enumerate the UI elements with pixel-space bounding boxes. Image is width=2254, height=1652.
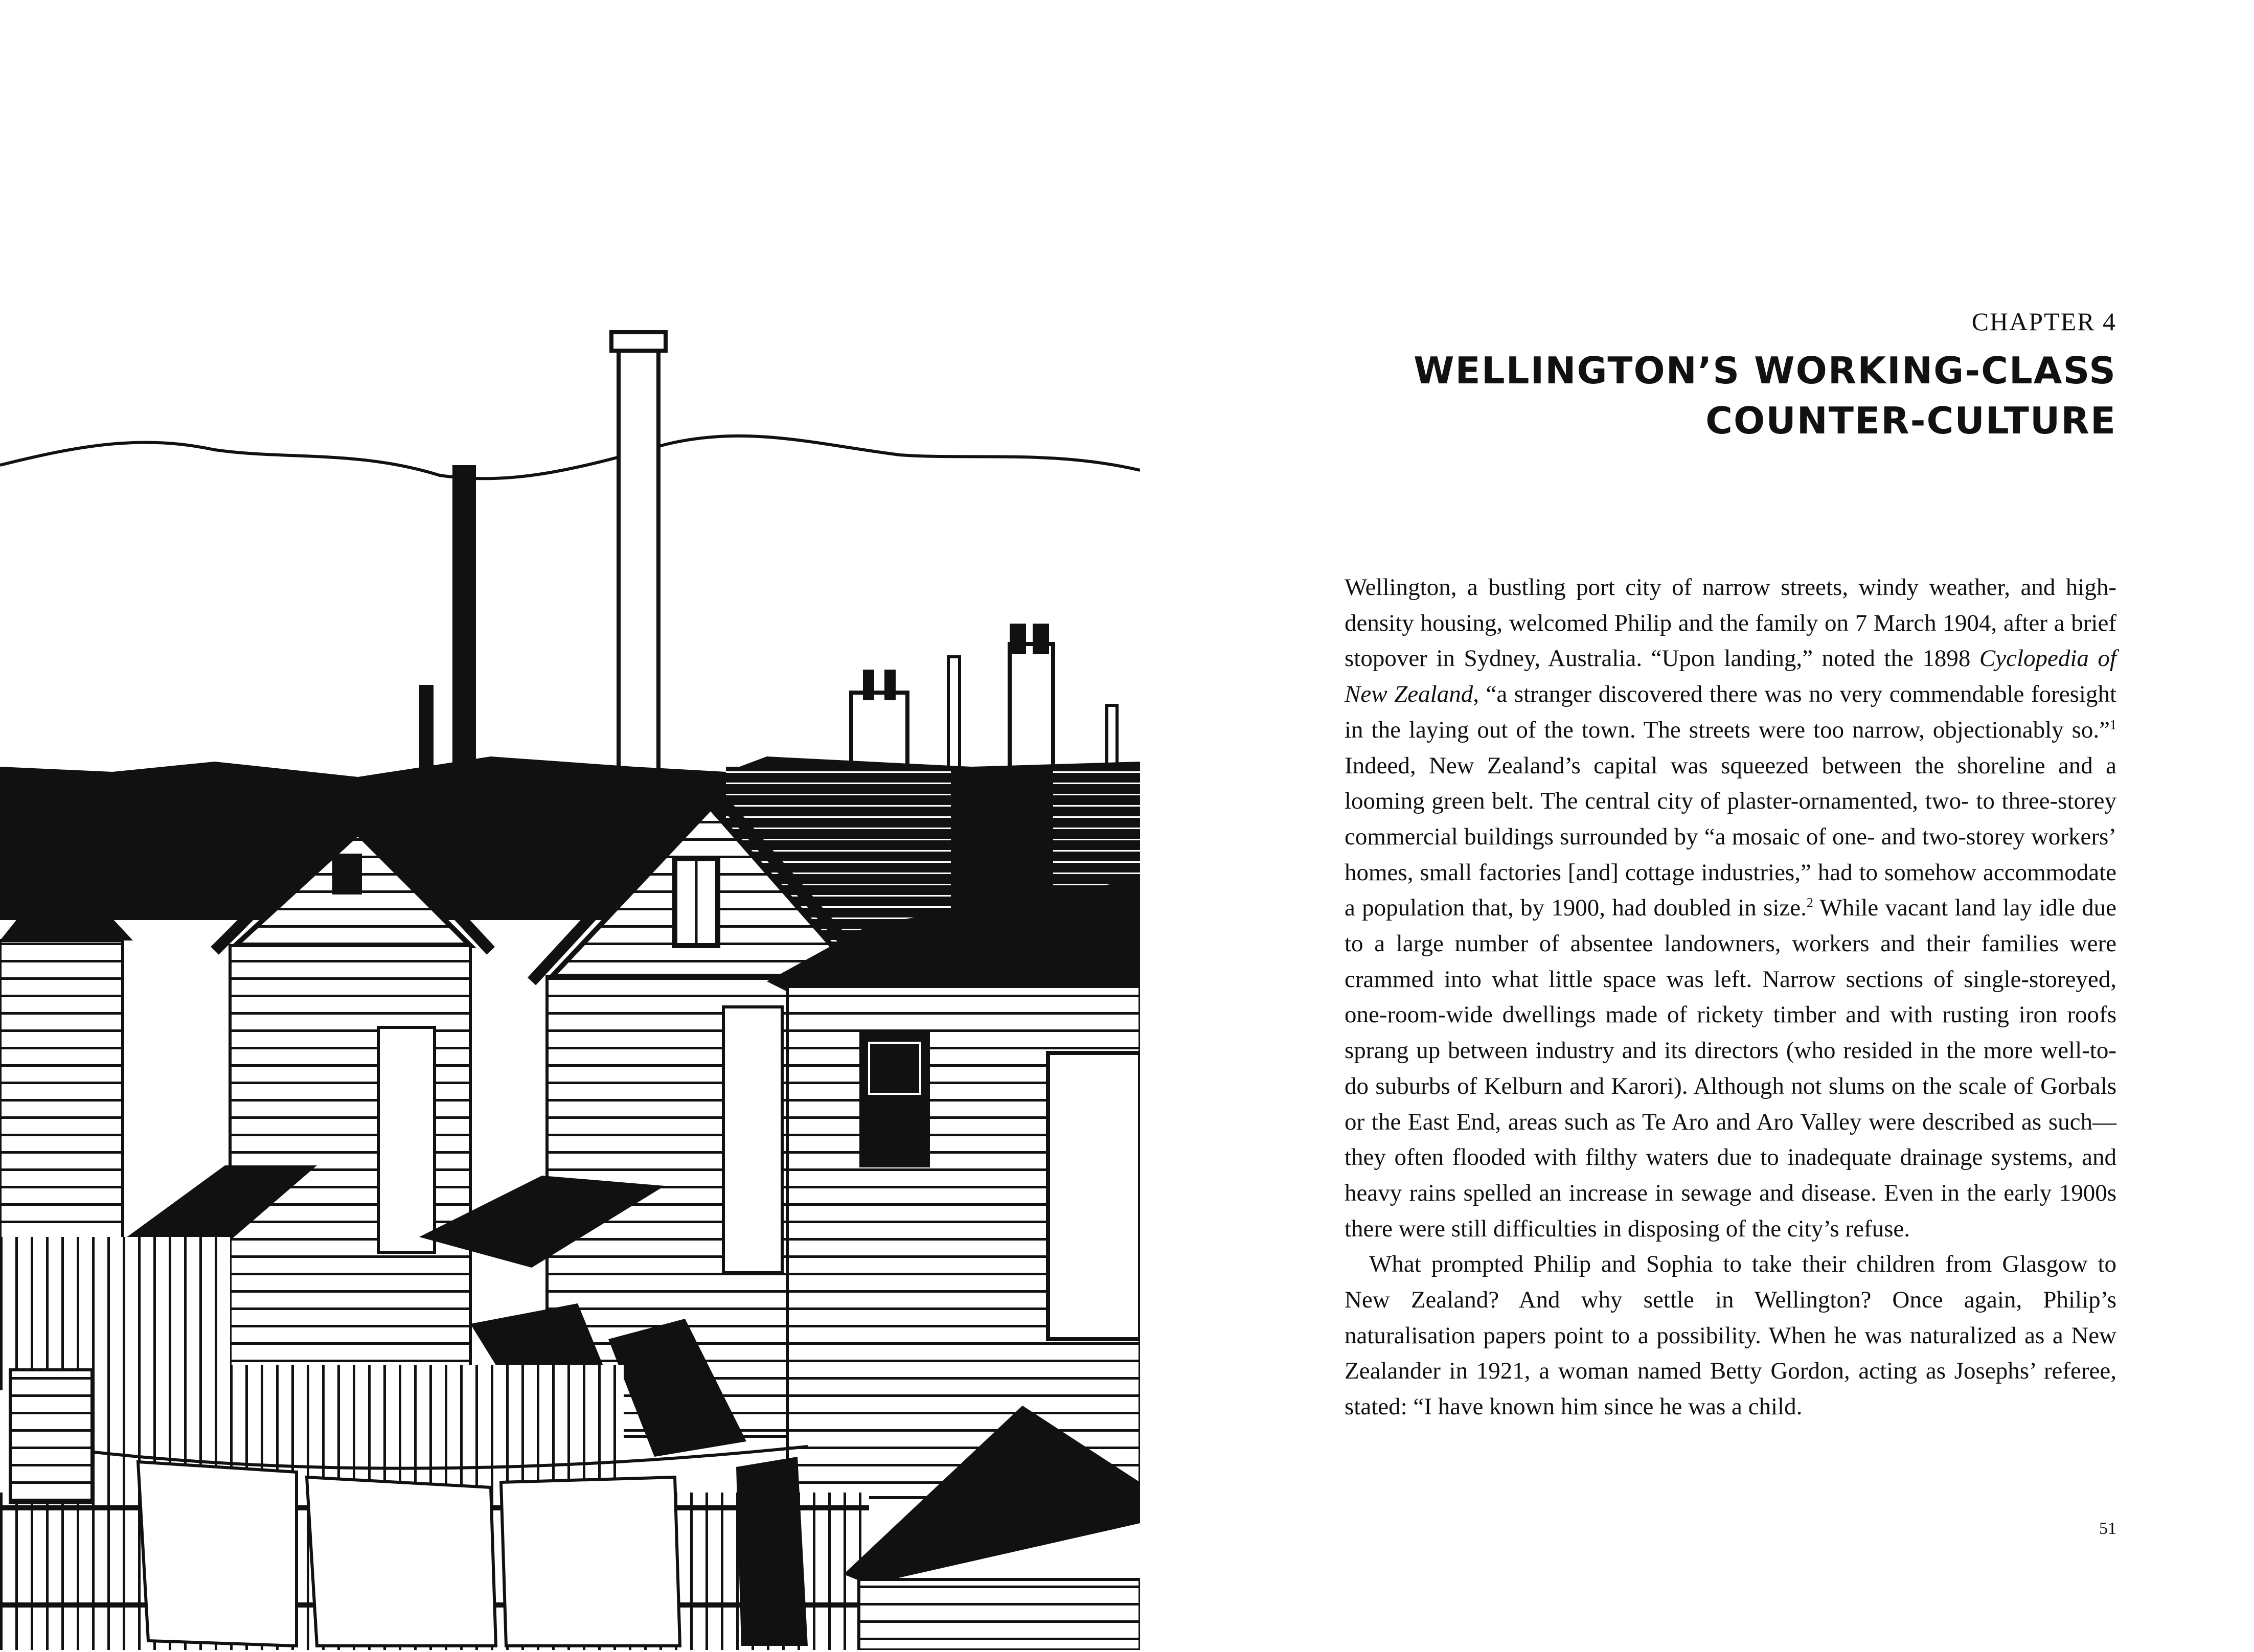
page-number: 51 <box>2099 1519 2116 1538</box>
paragraph-2: What prompted Philip and Sophia to take their children from Glasgow to New Zealand? And why settle in Wellington? Once again, Philip’s naturalisation papers point to a possibility. When he was naturalized as a New Zealander in 1921, a woman named Betty Gordon, acting as Josephs’ referee, stated: “I have known him since he was a child. <box>1345 1251 2116 1420</box>
rooftops-drawing <box>0 317 1140 1650</box>
paragraph-1-text-a: Wellington, a bustling port city of narrow streets, windy weather, and high-density housing, welcomed Philip and the family on 7 March 1904, after a brief stopover in Sydney, Australia. “Upon landing,” noted the 1898 <box>1345 574 2116 672</box>
chapter-label: CHAPTER 4 <box>1971 307 2116 336</box>
rooftops-illustration <box>0 317 1140 1650</box>
chapter-heading <box>1345 307 2116 446</box>
window <box>861 1032 928 1165</box>
body-text <box>1345 570 2116 1425</box>
chapter-title <box>1345 346 2116 446</box>
paragraph-1-text-d: While vacant land lay idle due to a large number of absentee landowners, workers and their families were crammed into what little space was left. Narrow sections of single-storeyed, one-room-wide dwellings made of rickety timber and with rusting iron roofs sprang up between industry and its directors (who resided in the more well-to-do suburbs of Kelburn and Karori). Although not slums on the scale of Gorbals or the East End, areas such as Te Aro and Aro Valley were described as such—they often flooded with filthy waters due to inadequate drainage systems, and heavy rains spelled an increase in sewage and disease. Even in the early 1900s there were still difficulties in disposing of the city’s refuse. <box>1345 894 2116 1242</box>
paragraph-1-text-b: , “a stranger discovered there was no very commendable foresight in the laying out of the town. The streets were too narrow, objectionably so.” <box>1345 681 2117 743</box>
paragraph-1 <box>1345 570 2116 1247</box>
paragraph-1-text-c: Indeed, New Zealand’s capital was squeezed between the shoreline and a looming green belt. The central city of plaster-ornamented, two- to three-storey commercial buildings surrounded by “a mosaic of one- and two-storey workers’ homes, small factories [and] cottage industries,” had to somehow accommodate a population that, by 1900, had doubled in size. <box>1345 752 2116 922</box>
laundry-sheets <box>138 1462 297 1646</box>
footnote-ref-2: 2 <box>1806 895 1813 910</box>
footnote-ref-1: 1 <box>2110 717 2116 732</box>
chapter-title-line-1: WELLINGTON’S WORKING-CLASS <box>1414 349 2116 392</box>
hill-line <box>0 436 1140 478</box>
citation-title: Cyclopedia of New Zealand <box>1345 645 2116 708</box>
chapter-title-line-2: COUNTER-CULTURE <box>1705 399 2116 442</box>
